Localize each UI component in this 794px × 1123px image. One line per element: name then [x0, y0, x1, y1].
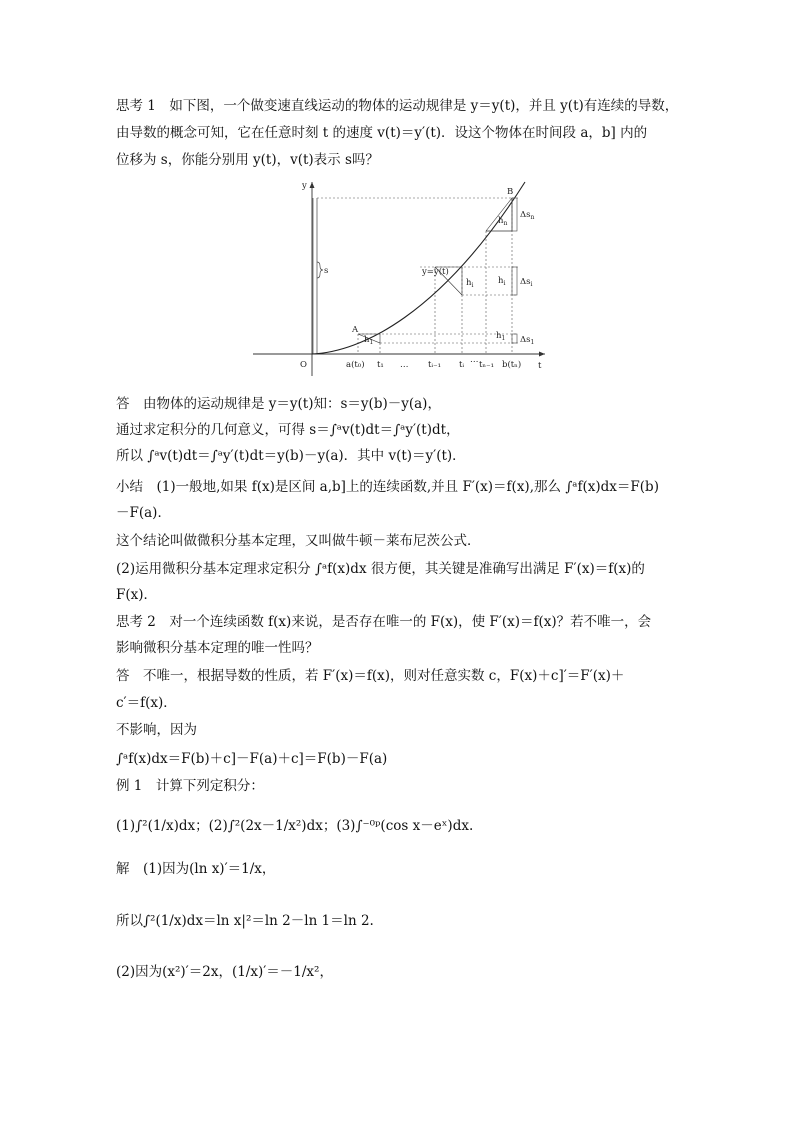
text-line: 小结 (1)一般地,如果 f(x)是区间 a,b]上的连续函数,并且 F′(x)＝f(x),那么 ∫ᵃf(x)dx＝F(b)	[116, 479, 659, 495]
tick-a-label: a(t₀)	[346, 360, 365, 370]
tick-t1-label: t₁	[377, 360, 384, 370]
y-axis-label: y	[302, 181, 307, 191]
motion-curve	[312, 182, 525, 354]
delta-box	[512, 334, 517, 343]
text-line: 思考 1 如下图，一个做变速直线运动的物体的运动规律是 y＝y(t)，并且 y(t)有连续的导数，	[116, 98, 679, 114]
s-brace	[317, 262, 323, 278]
y-axis-arrow	[310, 182, 315, 188]
point-b-label: B	[507, 187, 514, 197]
tick-ti1-label: tᵢ₋₁	[428, 360, 442, 370]
hi-label: $h_i$	[466, 278, 474, 289]
s-label: s	[324, 266, 329, 276]
text-line: 不影响，因为	[116, 722, 197, 738]
text-line: 思考 2 对一个连续函数 f(x)来说，是否存在唯一的 F(x)，使 F′(x)＝f(x)？若不唯一，会	[116, 614, 652, 630]
t-axis-label: t	[538, 361, 542, 371]
motion-figure-svg	[240, 176, 560, 381]
text-line: F(x)．	[116, 587, 158, 603]
curve-label: y=y(t)	[422, 267, 449, 277]
tick-ti-label: tᵢ	[459, 360, 465, 370]
origin-label: O	[300, 360, 307, 370]
text-line: ∫ᵃf(x)dx＝F(b)＋c]－F(a)＋c]＝F(b)－F(a)	[116, 751, 388, 767]
motion-figure	[240, 176, 560, 381]
tick-tn1-label: tₙ₋₁	[479, 360, 494, 370]
text-line: (1)∫²(1/x)dx；(2)∫²(2x－1/x²)dx；(3)∫⁻⁰ᵖ(cos x－eˣ)dx.	[116, 818, 474, 834]
h1-label: $h_1$	[364, 335, 374, 346]
delta-sn-label: $\Delta s_n$	[520, 210, 535, 221]
tick-b-label: b(tₙ)	[502, 360, 522, 370]
text-line: (2)运用微积分基本定理求定积分 ∫ᵃf(x)dx 很方便，其关键是准确写出满足 F′(x)＝f(x)的	[116, 561, 645, 577]
delta-si-label: $\Delta s_i$	[520, 277, 533, 288]
tick-dots-label: …	[400, 360, 409, 370]
text-line: 由导数的概念可知，它在任意时刻 t 的速度 v(t)＝y′(t)．设这个物体在时间段 a，b] 内的	[116, 125, 648, 141]
text-line: 答 不唯一，根据导数的性质，若 F′(x)＝f(x)，则对任意实数 c，F(x)＋c]′＝F′(x)＋	[116, 668, 625, 684]
tangent-triangle	[486, 198, 512, 231]
text-line: 位移为 s，你能分别用 y(t)，v(t)表示 s吗？	[116, 152, 379, 168]
text-line: c′＝f(x)．	[116, 695, 177, 711]
text-line: 例 1 计算下列定积分：	[116, 778, 264, 794]
text-line: 这个结论叫做微积分基本定理，又叫做牛顿－莱布尼茨公式．	[116, 533, 481, 549]
hi-right-label: $h_i$	[498, 276, 506, 287]
delta-box	[512, 267, 517, 295]
point-a-label: A	[352, 325, 359, 335]
text-line: －F(a)．	[116, 505, 171, 521]
text-line: (2)因为(x²)′＝2x，(1/x)′＝－1/x²，	[116, 964, 333, 980]
text-line: 所以∫²(1/x)dx＝ln x|²＝ln 2－ln 1＝ln 2.	[116, 913, 374, 929]
delta-s1-label: $\Delta s_1$	[520, 335, 535, 346]
h1-right-label: $h_1$	[496, 331, 506, 342]
text-line: 所以 ∫ᵃv(t)dt＝∫ᵃy′(t)dt＝y(b)－y(a)．其中 v(t)＝y′(t)．	[116, 448, 466, 464]
t-axis-arrow	[539, 352, 545, 357]
hn-label: $h_n$	[498, 216, 508, 227]
text-line: 答 由物体的运动规律是 y＝y(t)知：s＝y(b)－y(a)，	[116, 396, 441, 412]
text-line: 通过求定积分的几何意义，可得 s＝∫ᵃv(t)dt＝∫ᵃy′(t)dt，	[116, 422, 460, 438]
tick-dots-label: …	[470, 355, 479, 365]
delta-box	[512, 198, 517, 231]
text-line: 解 (1)因为(ln x)′＝1/x，	[116, 861, 276, 877]
text-line: 影响微积分基本定理的唯一性吗？	[116, 640, 319, 656]
